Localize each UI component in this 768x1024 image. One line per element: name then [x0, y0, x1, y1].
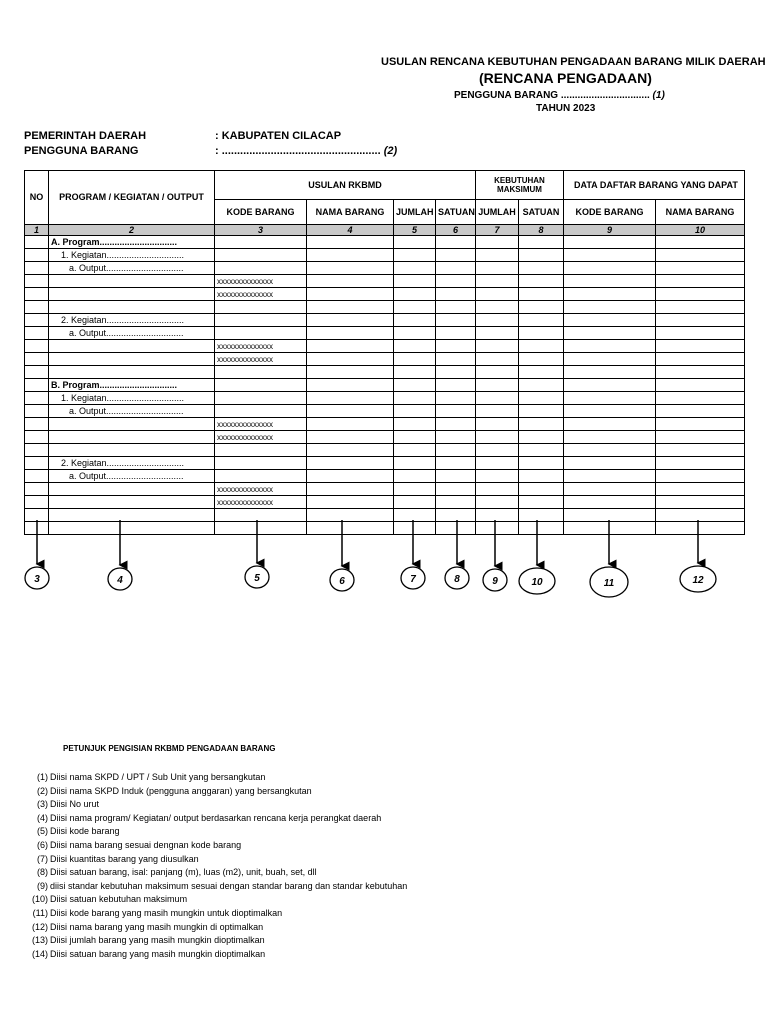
pengguna-line-label: PENGGUNA BARANG ................................: [454, 90, 650, 101]
guide-item-text: Diisi kuantitas barang yang diusulkan: [50, 853, 199, 864]
program-cell: 2. Kegiatan...............................: [49, 457, 215, 470]
header-no: NO: [25, 171, 49, 225]
program-cell: a. Output...............................: [49, 262, 215, 275]
kode-barang-cell: xxxxxxxxxxxxxx: [215, 418, 307, 431]
program-cell: B. Program...............................: [49, 379, 215, 392]
guide-item-text: Diisi nama SKPD / UPT / Sub Unit yang bersangkutan: [50, 772, 266, 782]
guide-item: [30, 880, 407, 894]
guide-item: [30, 866, 407, 880]
guide-item-number: (9): [37, 880, 48, 891]
guide-item-number: (11): [32, 907, 48, 918]
kode-barang-cell: xxxxxxxxxxxxxx: [215, 353, 307, 366]
guide-item-text: Diisi satuan kebutuhan maksimum: [50, 894, 188, 905]
guide-item: [30, 893, 407, 907]
guide-item-number: (7): [37, 853, 48, 864]
callout-label: 12: [692, 575, 704, 586]
col-num: 9: [564, 225, 656, 236]
guide-item-number: (14): [31, 948, 48, 959]
guide-item: [30, 948, 407, 962]
guide-item-number: (5): [37, 826, 48, 837]
col-num: 3: [215, 225, 307, 236]
col-num: 6: [436, 225, 476, 236]
callout-label: 5: [254, 573, 260, 584]
guide-item: [30, 798, 407, 812]
header-program: PROGRAM / KEGIATAN / OUTPUT: [49, 171, 215, 225]
kode-barang-cell: xxxxxxxxxxxxxx: [215, 340, 307, 353]
program-cell: 1. Kegiatan...............................: [49, 392, 215, 405]
kode-barang-cell: xxxxxxxxxxxxxx: [215, 431, 307, 444]
guide-item-number: (2): [37, 785, 48, 796]
col-num: 4: [307, 225, 394, 236]
guide-item: [30, 771, 407, 785]
header-nama-barang-2: NAMA BARANG: [656, 200, 745, 225]
guide-item-text: Diisi satuan barang yang masih mungkin dioptimalkan: [50, 948, 266, 959]
header-satuan-maks: SATUAN: [519, 200, 564, 225]
callout-label: 4: [117, 575, 123, 586]
guide-item-text: Diisi jumlah barang yang masih mungkin dioptimalkan: [50, 935, 265, 946]
program-cell: A. Program...............................: [49, 236, 215, 249]
pemda-value: : KABUPATEN CILACAP: [215, 130, 342, 142]
header-nama-barang: NAMA BARANG: [307, 200, 394, 225]
guide-item-text: Diisi nama barang yang masih mungkin di optimalkan: [50, 921, 264, 932]
doc-year: TAHUN 2023: [536, 103, 596, 114]
col-num: 5: [394, 225, 436, 236]
guide-item-number: (13): [31, 935, 48, 946]
callout-label: 10: [531, 577, 543, 588]
guide-item: [30, 825, 407, 839]
kode-barang-cell: xxxxxxxxxxxxxx: [215, 275, 307, 288]
header-jumlah-maks: JUMLAH: [476, 200, 519, 225]
callout-label: 8: [454, 574, 460, 585]
doc-subtitle: (RENCANA PENGADAAN): [479, 70, 652, 86]
program-cell: a. Output...............................: [49, 470, 215, 483]
header-kebutuhan: KEBUTUHAN MAKSIMUM: [476, 171, 564, 200]
pemda-label: PEMERINTAH DAERAH: [24, 130, 147, 142]
col-num: 10: [656, 225, 745, 236]
col-num: 1: [25, 225, 49, 236]
program-cell: 2. Kegiatan...............................: [49, 314, 215, 327]
guide-item: [30, 934, 407, 948]
header-data-daftar: DATA DAFTAR BARANG YANG DAPAT: [564, 171, 745, 200]
header-satuan: SATUAN: [436, 200, 476, 225]
col-num: 2: [49, 225, 215, 236]
guide-item-number: (8): [37, 867, 48, 878]
kode-barang-cell: xxxxxxxxxxxxxx: [215, 496, 307, 509]
guide-list: [30, 771, 407, 961]
pengguna-label: PENGGUNA BARANG: [24, 145, 139, 157]
kode-barang-cell: xxxxxxxxxxxxxx: [215, 288, 307, 301]
callout-label: 11: [603, 578, 615, 589]
callout-label: 6: [339, 576, 345, 587]
program-cell: a. Output...............................: [49, 327, 215, 340]
doc-title: USULAN RENCANA KEBUTUHAN PENGADAAN BARANG MILIK DAERAH: [381, 56, 766, 68]
guide-item: [30, 785, 407, 799]
pengguna-line-ref: (1): [652, 90, 665, 101]
guide-item-text: Diisi nama SKPD Induk (pengguna anggaran) yang bersangkutan: [50, 785, 312, 796]
guide-item-number: (10): [31, 894, 48, 905]
pengguna-value-text: : ....................................................: [215, 145, 381, 157]
col-num: 8: [519, 225, 564, 236]
guide-item: [30, 812, 407, 826]
col-num: 7: [476, 225, 519, 236]
guide-item-text: diisi standar kebutuhan maksimum sesuai dengan standar barang dan standar kebutuhan: [50, 880, 408, 891]
callout-label: 3: [34, 574, 40, 585]
guide-item: [30, 921, 407, 935]
header-kode-barang-2: KODE BARANG: [564, 200, 656, 225]
callout-label: 9: [492, 576, 498, 587]
kode-barang-cell: xxxxxxxxxxxxxx: [215, 483, 307, 496]
guide-item-number: (12): [31, 921, 48, 932]
guide-item-text: Diisi satuan barang, isal: panjang (m), luas (m2), unit, buah, set, dll: [50, 867, 317, 878]
program-cell: 1. Kegiatan...............................: [49, 249, 215, 262]
guide-item-text: Diisi nama barang sesuai dengnan kode barang: [50, 839, 242, 850]
pengguna-value-ref: (2): [383, 145, 398, 157]
guide-item-text: Diisi nama program/ Kegiatan/ output berdasarkan rencana kerja perangkat daerah: [50, 812, 382, 823]
guide-item-number: (3): [37, 799, 48, 810]
program-cell: a. Output...............................: [49, 405, 215, 418]
callout-label: 7: [410, 574, 416, 585]
guide-item-text: Diisi kode barang: [50, 826, 120, 837]
guide-item-number: (1): [37, 772, 48, 782]
header-jumlah: JUMLAH: [394, 200, 436, 225]
guide-item: [30, 907, 407, 921]
guide-item-number: (4): [37, 812, 48, 823]
guide-item: [30, 839, 407, 853]
header-usulan: USULAN RKBMD: [215, 171, 476, 200]
guide-item-number: (6): [37, 839, 48, 850]
guide-item-text: Diisi kode barang yang masih mungkin untuk dioptimalkan: [50, 907, 283, 918]
guide-title: PETUNJUK PENGISIAN RKBMD PENGADAAN BARANG: [63, 744, 276, 753]
header-kode-barang: KODE BARANG: [215, 200, 307, 225]
guide-item: [30, 853, 407, 867]
guide-item-text: Diisi No urut: [50, 799, 100, 810]
